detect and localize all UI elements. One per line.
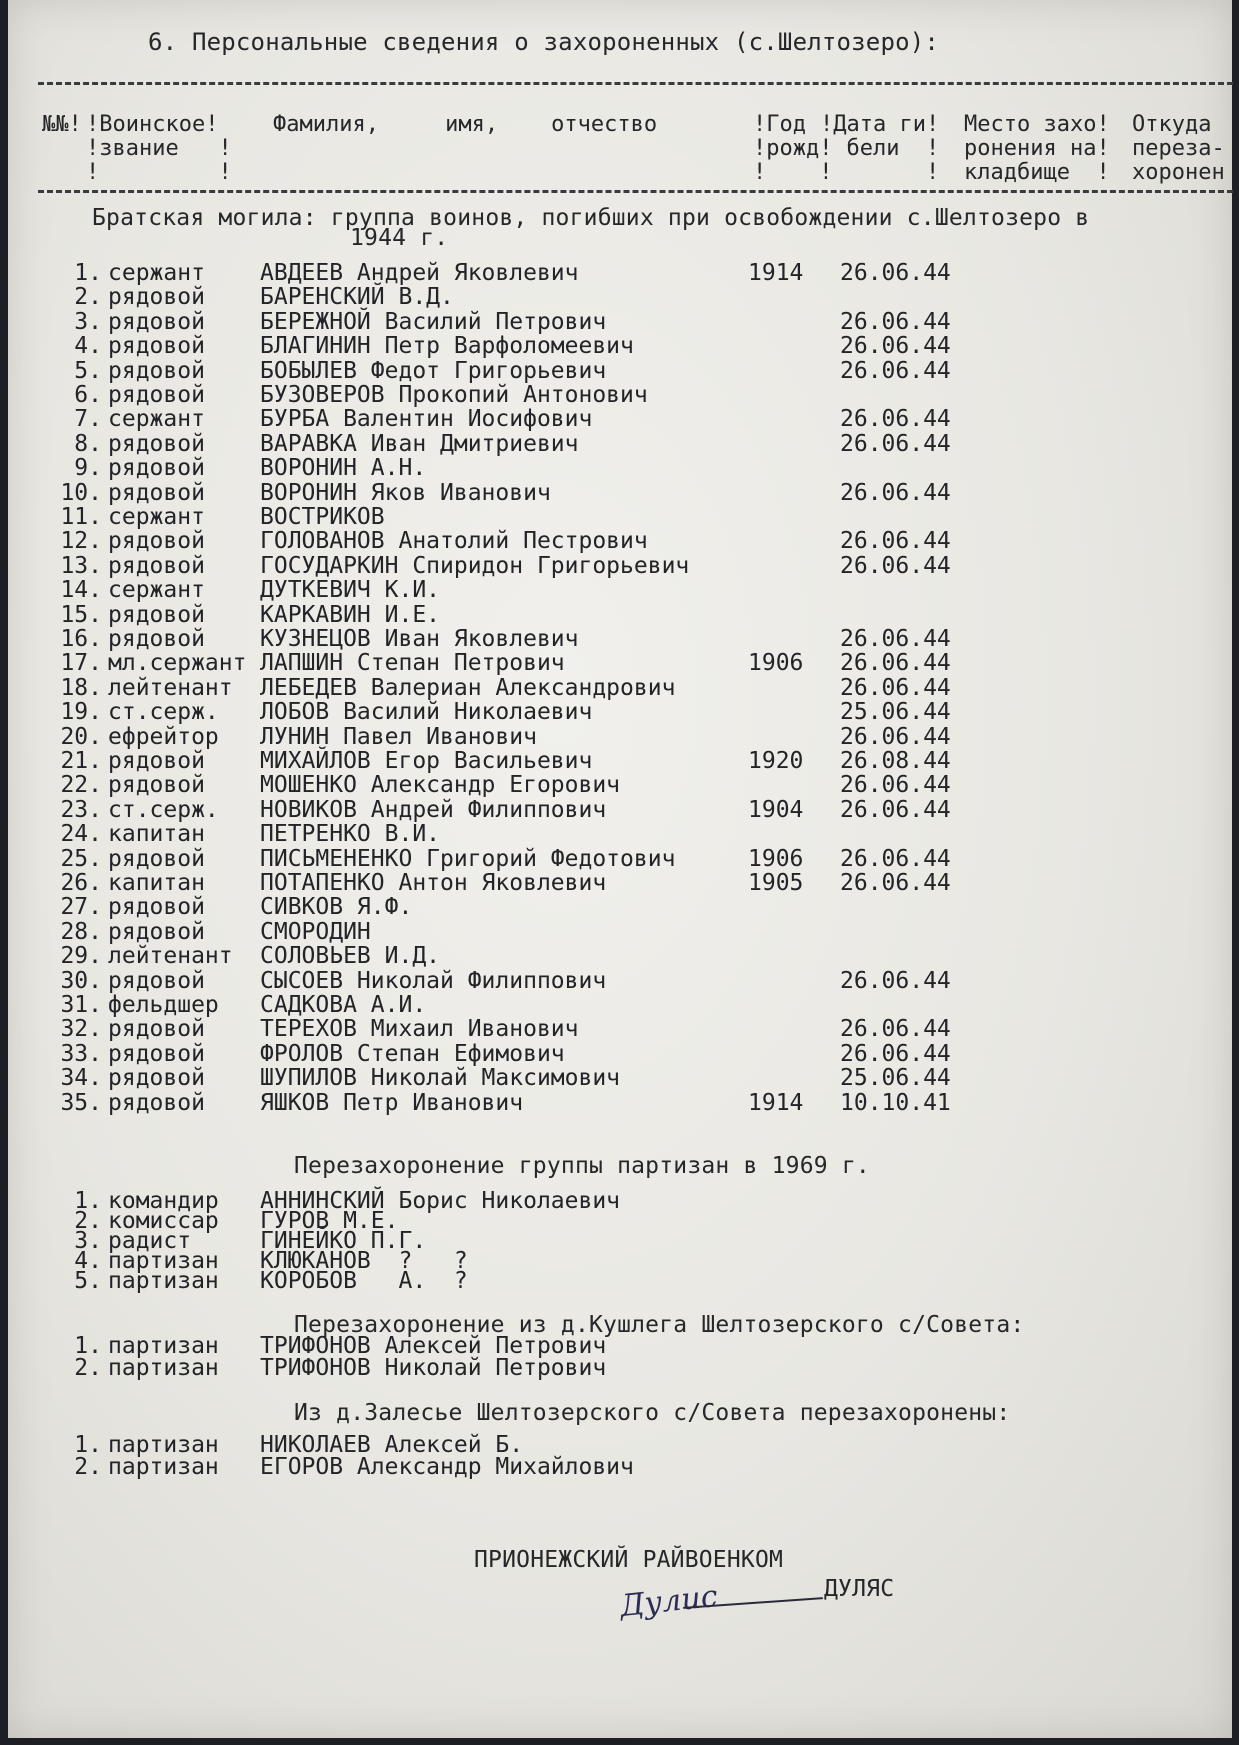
row-number: 27. [60, 894, 102, 921]
row-birth-year: 1920 [748, 748, 804, 774]
col-year-l1: !Год [753, 112, 806, 137]
row-name: КАРКАВИН И.Е. [260, 601, 441, 628]
row-name: ПОТАПЕНКО Антон Яковлевич [260, 870, 607, 896]
table-row [8, 262, 1232, 284]
row-death-date: 25.06.44 [840, 1065, 951, 1092]
row-name: КОРОБОВ А. ? [260, 1268, 468, 1294]
row-rank: партизан [108, 1333, 219, 1359]
row-birth-year: 1904 [748, 796, 804, 823]
row-rank: рядовой [108, 1040, 205, 1067]
table-row [8, 1065, 1232, 1092]
table-row [8, 577, 1232, 604]
row-rank: капитан [108, 821, 205, 848]
row-number: 30. [60, 967, 102, 994]
row-name: БУРБА Валентин Иосифович [260, 406, 593, 433]
table-row [8, 406, 1232, 433]
row-name: ВОСТРИКОВ [260, 504, 385, 530]
table-row [8, 357, 1232, 384]
table-row [8, 821, 1232, 848]
row-number: 4. [74, 333, 102, 360]
row-rank: комиссар [108, 1208, 219, 1234]
row-name: БАРЕНСКИЙ В.Д. [260, 284, 454, 311]
table-row [8, 674, 1232, 701]
row-name: НОВИКОВ Андрей Филиппович [260, 796, 607, 823]
document-sheet [8, 0, 1232, 1738]
row-name: ТЕРЕХОВ Михаил Иванович [260, 1016, 579, 1043]
row-name: СОЛОВЬЕВ И.Д. [260, 943, 441, 970]
row-number: 5. [74, 1268, 102, 1294]
table-row [8, 601, 1232, 628]
row-rank: ефрейтор [108, 723, 219, 750]
row-birth-year: 1906 [748, 650, 804, 677]
row-number: 17. [60, 650, 102, 677]
table-row [8, 455, 1232, 482]
table-row [8, 333, 1232, 360]
row-number: 12. [60, 528, 102, 555]
row-rank: рядовой [108, 1016, 205, 1043]
row-number: 21. [60, 748, 102, 774]
row-number: 1. [74, 260, 102, 286]
row-birth-year: 1914 [748, 1089, 804, 1116]
row-number: 18. [60, 674, 102, 701]
row-name: АННИНСКИЙ Борис Николаевич [260, 1188, 621, 1214]
row-rank: радист [108, 1228, 192, 1254]
header-top-rule [38, 82, 1233, 85]
row-rank: мл.сержант [108, 650, 247, 677]
row-death-date: 26.06.44 [840, 308, 951, 335]
row-number: 20. [60, 723, 102, 750]
row-death-date: 25.06.44 [840, 699, 951, 726]
row-death-date: 26.06.44 [840, 967, 951, 994]
col-death-l1: !Дата ги! [820, 112, 940, 137]
row-number: 2. [74, 1208, 102, 1234]
row-rank: ст.серж. [108, 796, 219, 823]
section1-title-year: 1944 г. [350, 225, 449, 251]
col-place-l1: Место захо! [964, 112, 1110, 137]
table-row [8, 430, 1232, 457]
row-number: 1. [74, 1333, 102, 1359]
row-number: 4. [74, 1248, 102, 1274]
row-number: 34. [60, 1065, 102, 1092]
col-death-l2: бели ! [820, 136, 940, 161]
table-row [8, 479, 1232, 506]
row-name: ТРИФОНОВ Алексей Петрович [260, 1333, 607, 1359]
row-name: ТРИФОНОВ Николай Петрович [260, 1355, 607, 1381]
row-name: ВОРОНИН А.Н. [260, 455, 427, 482]
row-number: 24. [60, 821, 102, 848]
row-name: ГИНЕЙКО П.Г. [260, 1228, 427, 1254]
table-row [8, 796, 1232, 823]
row-death-date: 26.06.44 [840, 1016, 951, 1043]
row-rank: сержант [108, 406, 205, 433]
row-death-date: 26.06.44 [840, 845, 951, 872]
table-row [8, 1434, 1232, 1456]
row-rank: сержант [108, 504, 205, 530]
row-name: ГОЛОВАНОВ Анатолий Пестрович [260, 528, 648, 555]
table-row [8, 918, 1232, 945]
row-number: 32. [60, 1016, 102, 1043]
row-rank: рядовой [108, 918, 205, 945]
row-rank: рядовой [108, 284, 205, 311]
row-rank: партизан [108, 1432, 219, 1458]
col-rank-l2: !звание ! [86, 136, 232, 161]
row-name: КЛЮКАНОВ ? ? [260, 1248, 468, 1274]
row-rank: капитан [108, 870, 205, 896]
row-rank: рядовой [108, 382, 205, 408]
row-rank: рядовой [108, 308, 205, 335]
row-name: ЛУНИН Павел Иванович [260, 723, 537, 750]
row-number: 14. [60, 577, 102, 604]
signature-name: ДУЛЯС [824, 1576, 895, 1602]
row-rank: рядовой [108, 333, 205, 360]
table-row [8, 1210, 1232, 1232]
row-birth-year: 1906 [748, 845, 804, 872]
row-number: 1. [74, 1188, 102, 1214]
row-rank: рядовой [108, 967, 205, 994]
row-name: БОБЫЛЕВ Федот Григорьевич [260, 357, 607, 384]
row-death-date: 26.06.44 [840, 650, 951, 677]
row-number: 29. [60, 943, 102, 970]
table-row [8, 552, 1232, 579]
table-row [8, 1270, 1232, 1292]
office-title: ПРИОНЕЖСКИЙ РАЙВОЕНКОМ [474, 1547, 784, 1573]
row-number: 7. [74, 406, 102, 433]
row-number: 1. [74, 1432, 102, 1458]
table-row [8, 650, 1232, 677]
table-row [8, 845, 1232, 872]
table-row [8, 1357, 1232, 1379]
row-number: 19. [60, 699, 102, 726]
table-row [8, 772, 1232, 799]
row-birth-year: 1905 [748, 870, 804, 896]
row-rank: лейтенант [108, 943, 233, 970]
row-birth-year: 1914 [748, 260, 804, 286]
row-rank: рядовой [108, 552, 205, 579]
row-number: 13. [60, 552, 102, 579]
row-rank: партизан [108, 1268, 219, 1294]
table-row [8, 506, 1232, 528]
row-death-date: 26.06.44 [840, 796, 951, 823]
col-place-l3: кладбище ! [964, 160, 1110, 185]
table-row [8, 1040, 1232, 1067]
row-name: АВДЕЕВ Андрей Яковлевич [260, 260, 579, 286]
row-name: ГОСУДАРКИН Спиридон Григорьевич [260, 552, 690, 579]
col-name: Фамилия, имя, отчество [273, 112, 658, 137]
row-name: СЫСОЕВ Николай Филиппович [260, 967, 607, 994]
col-from-l3: хоронен [1132, 160, 1225, 185]
table-row [8, 723, 1232, 750]
table-row [8, 528, 1232, 555]
row-death-date: 26.06.44 [840, 626, 951, 652]
row-rank: фельдшер [108, 992, 219, 1018]
row-number: 31. [60, 992, 102, 1018]
row-name: ЯШКОВ Петр Иванович [260, 1089, 524, 1116]
row-rank: рядовой [108, 528, 205, 555]
row-number: 2. [74, 1454, 102, 1480]
table-row [8, 1335, 1232, 1357]
table-row [8, 750, 1232, 772]
row-death-date: 26.06.44 [840, 1040, 951, 1067]
table-row [8, 967, 1232, 994]
row-rank: рядовой [108, 626, 205, 652]
row-number: 28. [60, 918, 102, 945]
row-number: 23. [60, 796, 102, 823]
row-rank: командир [108, 1188, 219, 1214]
row-rank: рядовой [108, 748, 205, 774]
row-rank: партизан [108, 1355, 219, 1381]
row-number: 15. [60, 601, 102, 628]
row-name: СМОРОДИН [260, 918, 371, 945]
row-death-date: 26.06.44 [840, 723, 951, 750]
col-from-l1: Откуда [1132, 112, 1212, 137]
row-name: ГУРОВ М.Е. [260, 1208, 399, 1234]
table-row [8, 384, 1232, 406]
row-name: МИХАЙЛОВ Егор Васильевич [260, 748, 593, 774]
table-row [8, 1456, 1232, 1478]
row-name: ПИСЬМЕНЕНКО Григорий Федотович [260, 845, 676, 872]
row-rank: партизан [108, 1454, 219, 1480]
row-number: 3. [74, 1228, 102, 1254]
table-row [8, 628, 1232, 650]
row-rank: рядовой [108, 455, 205, 482]
row-name: ЛАПШИН Степан Петрович [260, 650, 565, 677]
row-number: 35. [60, 1089, 102, 1116]
row-name: БЕРЕЖНОЙ Василий Петрович [260, 308, 607, 335]
row-death-date: 26.06.44 [840, 430, 951, 457]
table-row [8, 1089, 1232, 1116]
row-death-date: 26.06.44 [840, 772, 951, 799]
row-number: 10. [60, 479, 102, 506]
row-name: ВОРОНИН Яков Иванович [260, 479, 551, 506]
col-year-l3: ! ! [753, 160, 833, 185]
signature-handwritten: Дулис [618, 1578, 720, 1625]
table-row [8, 1016, 1232, 1043]
table-row [8, 894, 1232, 921]
row-name: ПЕТРЕНКО В.И. [260, 821, 441, 848]
table-row [8, 943, 1232, 970]
row-name: ШУПИЛОВ Николай Максимович [260, 1065, 621, 1092]
col-from-l2: переза- [1132, 136, 1225, 161]
row-name: ДУТКЕВИЧ К.И. [260, 577, 441, 604]
row-rank: сержант [108, 577, 205, 604]
row-number: 2. [74, 1355, 102, 1381]
row-number: 16. [60, 626, 102, 652]
table-row [8, 699, 1232, 726]
row-number: 6. [74, 382, 102, 408]
table-row [8, 284, 1232, 311]
col-death-l3: ! [820, 160, 940, 185]
row-rank: рядовой [108, 1065, 205, 1092]
row-death-date: 26.06.44 [840, 674, 951, 701]
row-number: 33. [60, 1040, 102, 1067]
row-name: ВАРАВКА Иван Дмитриевич [260, 430, 579, 457]
row-rank: ст.серж. [108, 699, 219, 726]
row-death-date: 26.06.44 [840, 357, 951, 384]
row-death-date: 26.06.44 [840, 528, 951, 555]
row-rank: рядовой [108, 430, 205, 457]
header-bottom-rule [38, 190, 1233, 193]
col-place-l2: ронения на! [964, 136, 1110, 161]
row-number: 26. [60, 870, 102, 896]
row-rank: лейтенант [108, 674, 233, 701]
row-number: 5. [74, 357, 102, 384]
row-rank: рядовой [108, 357, 205, 384]
row-death-date: 26.06.44 [840, 260, 951, 286]
row-name: ФРОЛОВ Степан Ефимович [260, 1040, 565, 1067]
row-death-date: 26.06.44 [840, 870, 951, 896]
col-year-l2: !рожд! [753, 136, 833, 161]
row-name: ЕГОРОВ Александр Михайлович [260, 1454, 634, 1480]
row-death-date: 10.10.41 [840, 1089, 951, 1116]
table-row [8, 872, 1232, 894]
col-rank-l3: ! ! [86, 160, 232, 185]
section3-title: Перезахоронение из д.Кушлега Шелтозерского с/Совета: [294, 1312, 1025, 1338]
row-number: 2. [74, 284, 102, 311]
row-death-date: 26.06.44 [840, 552, 951, 579]
row-name: ЛОБОВ Василий Николаевич [260, 699, 593, 726]
row-rank: рядовой [108, 772, 205, 799]
row-death-date: 26.06.44 [840, 333, 951, 360]
row-name: МОШЕНКО Александр Егорович [260, 772, 621, 799]
row-rank: рядовой [108, 601, 205, 628]
document-heading: 6. Персональные сведения о захороненных (с.Шелтозеро): [148, 28, 940, 56]
row-number: 8. [74, 430, 102, 457]
section4-title: Из д.Залесье Шелтозерского с/Совета перезахоронены: [294, 1400, 1011, 1426]
row-number: 9. [74, 455, 102, 482]
col-num: №№! [42, 112, 82, 137]
section2-title: Перезахоронение группы партизан в 1969 г. [294, 1153, 870, 1179]
row-name: БУЗОВЕРОВ Прокопий Антонович [260, 382, 648, 408]
table-row [8, 994, 1232, 1016]
section1-title: Братская могила: группа воинов, погибших при освобождении с.Шелтозеро в [92, 205, 1090, 231]
row-rank: партизан [108, 1248, 219, 1274]
row-number: 22. [60, 772, 102, 799]
row-number: 3. [74, 308, 102, 335]
row-number: 11. [60, 504, 102, 530]
row-number: 25. [60, 845, 102, 872]
row-name: САДКОВА А.И. [260, 992, 427, 1018]
row-name: КУЗНЕЦОВ Иван Яковлевич [260, 626, 579, 652]
row-death-date: 26.06.44 [840, 479, 951, 506]
row-rank: рядовой [108, 845, 205, 872]
row-name: ЛЕБЕДЕВ Валериан Александрович [260, 674, 676, 701]
row-rank: рядовой [108, 1089, 205, 1116]
table-row [8, 308, 1232, 335]
row-name: БЛАГИНИН Петр Варфоломеевич [260, 333, 634, 360]
row-death-date: 26.08.44 [840, 748, 951, 774]
row-name: СИВКОВ Я.Ф. [260, 894, 413, 921]
row-rank: сержант [108, 260, 205, 286]
row-death-date: 26.06.44 [840, 406, 951, 433]
col-rank-l1: !Воинское! [86, 112, 219, 137]
row-rank: рядовой [108, 894, 205, 921]
row-name: НИКОЛАЕВ Алексей Б. [260, 1432, 524, 1458]
row-rank: рядовой [108, 479, 205, 506]
